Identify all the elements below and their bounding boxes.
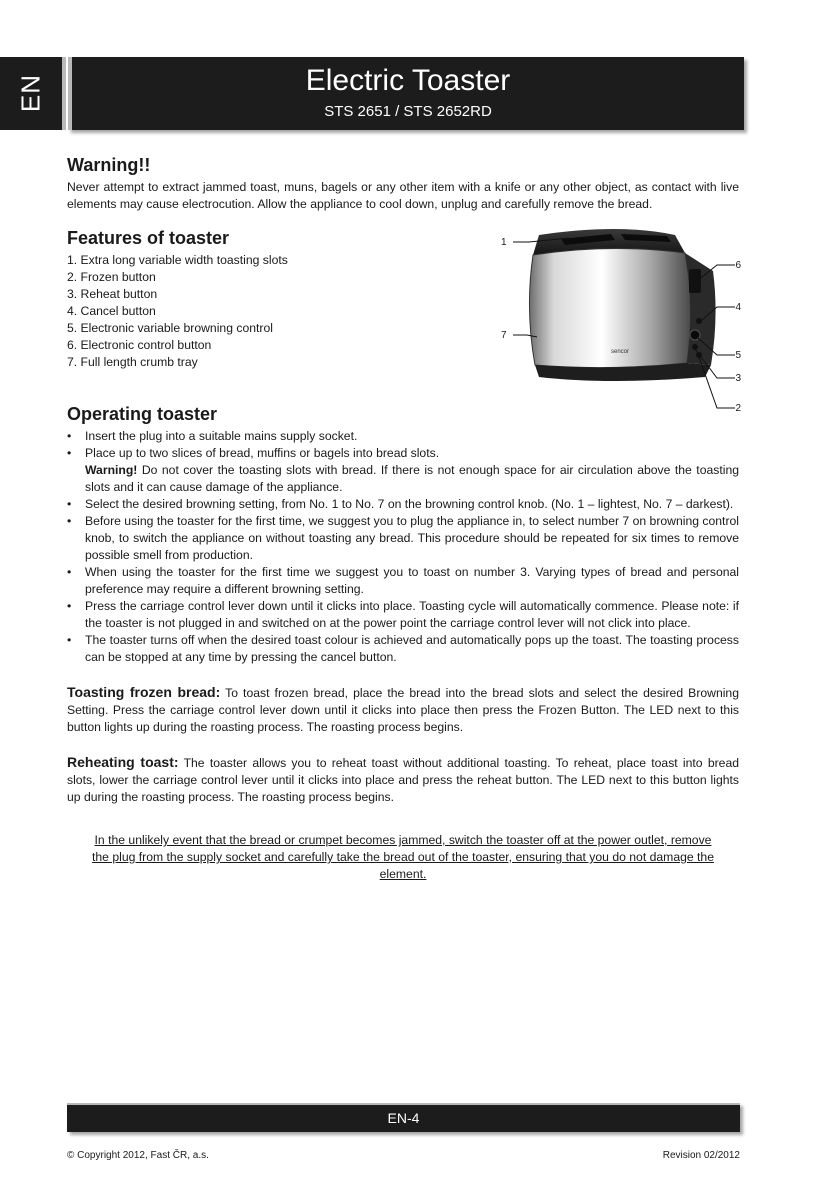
feature-item: 6. Electronic control button: [67, 338, 212, 352]
slot-warning-text: Do not cover the toasting slots with bread. If there is not enough space for air circulation above the toasting slots and it can cause damage of the appliance.: [85, 463, 739, 494]
callout-label: 2: [735, 403, 741, 414]
operating-step: [67, 445, 739, 496]
feature-item: 2. Frozen button: [67, 270, 156, 284]
operating-list: [67, 428, 739, 666]
feature-item: 7. Full length crumb tray: [67, 355, 198, 369]
title-banner: [68, 57, 744, 130]
operating-step: • Press the carriage control lever down until it clicks into place. Toasting cycle will automatically commence. Please note: if the toaster is not plugged in and switched on at the power point the carriage control lever will not click into place.: [67, 598, 739, 632]
operating-heading: Operating toaster: [67, 404, 218, 424]
frozen-bread-text: To toast frozen bread, place the bread into the bread slots and select the desired Browning Setting. Press the carriage control lever down until it clicks into place then press the Frozen Button. The LED next to this button lights up during the roasting process. The roasting process begins.: [67, 686, 739, 734]
operating-step: • Select the desired browning setting, from No. 1 to No. 7 on the browning control knob. (No. 1 – lightest, No. 7 – darkest).: [67, 496, 739, 513]
warning-section: [67, 154, 739, 213]
callout-label: 3: [735, 373, 741, 384]
model-numbers: STS 2651 / STS 2652RD: [324, 103, 492, 120]
callout-label: 5: [735, 350, 741, 361]
language-label: EN: [15, 73, 46, 113]
features-heading: Features of toaster: [67, 228, 230, 248]
copyright-text: © Copyright 2012, Fast ČR, a.s.: [67, 1150, 209, 1161]
page-number-bar: [67, 1103, 740, 1132]
reheat-text: The toaster allows you to reheat toast without additional toasting. To reheat, place toast into bread slots, lower the carriage control lever until it clicks into place and press the reheat button. The LED next to this button lights up during the roasting process. The roasting process begins.: [67, 756, 739, 804]
slot-warning: [85, 462, 739, 496]
feature-item: 1. Extra long variable width toasting slots: [67, 253, 288, 267]
operating-step-text: Place up to two slices of bread, muffins or bagels into bread slots.: [85, 446, 440, 460]
feature-item: 4. Cancel button: [67, 304, 156, 318]
callout-label: 7: [501, 330, 507, 341]
warning-heading: Warning!!: [67, 155, 151, 175]
jam-notice: In the unlikely event that the bread or crumpet becomes jammed, switch the toaster off at the power outlet, remove the plug from the supply socket and carefully take the bread out of the toaster, ensuring that you do not damage the element.: [92, 833, 714, 881]
reheat-label: Reheating toast:: [67, 754, 179, 770]
operating-step: • When using the toaster for the first time we suggest you to toast on number 3. Varying types of bread and personal preference may require a different browning setting.: [67, 564, 739, 598]
feature-item: 3. Reheat button: [67, 287, 158, 301]
operating-section: [67, 403, 739, 666]
feature-item: 5. Electronic variable browning control: [67, 321, 273, 335]
frozen-bread-paragraph: [67, 684, 739, 736]
callout-label: 1: [501, 237, 507, 248]
operating-step: • Before using the toaster for the first time, we suggest you to plug the appliance in, to select number 7 on browning control knob, to switch the appliance on without toasting any bread. This procedure should be repeated for six times to remove possible smell from production.: [67, 513, 739, 564]
operating-step: • The toaster turns off when the desired toast colour is achieved and automatically pops up the toast. The toasting process can be stopped at any time by pressing the cancel button.: [67, 632, 739, 666]
language-tab: [0, 57, 66, 130]
slot-warning-label: Warning!: [85, 463, 138, 477]
frozen-bread-label: Toasting frozen bread:: [67, 684, 221, 700]
operating-step: • Insert the plug into a suitable mains supply socket.: [67, 428, 739, 445]
callout-label: 6: [735, 260, 741, 271]
callout-label: 4: [735, 302, 741, 313]
document-title: Electric Toaster: [305, 64, 511, 97]
revision-text: Revision 02/2012: [662, 1150, 740, 1161]
page-content: [67, 154, 739, 883]
svg-text:sencor: sencor: [611, 349, 630, 355]
page-number: EN-4: [387, 1110, 420, 1126]
toaster-illustration: [499, 225, 743, 420]
warning-text: Never attempt to extract jammed toast, muns, bagels or any other item with a knife or any other object, as contact with live elements may cause electrocution. Allow the appliance to cool down, unplug and carefully remove the bread.: [67, 180, 739, 211]
reheat-paragraph: [67, 754, 739, 806]
